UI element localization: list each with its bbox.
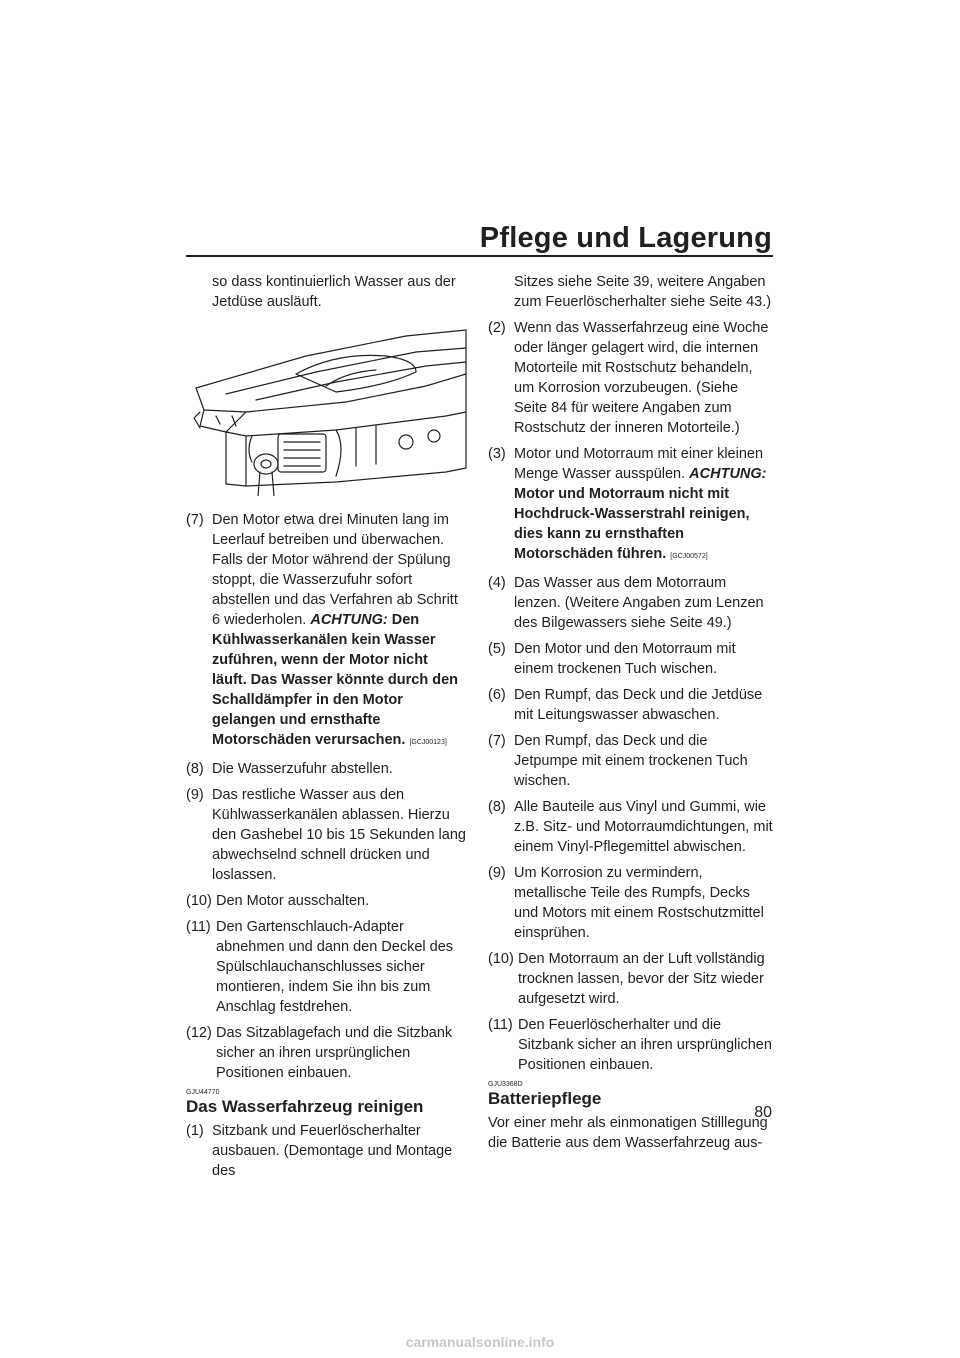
left-step-8: (8) Die Wasserzufuhr abstellen. <box>186 761 393 777</box>
section-code: GJU3368D <box>488 1081 523 1088</box>
warning-label: ACHTUNG: <box>310 612 388 628</box>
intro-text: so dass kontinuierlich Wasser aus der Jetdüse ausläuft. <box>212 274 456 310</box>
right-step-2: (2) Wenn das Wasserfahrzeug eine Woche oder länger gelagert wird, die internen Motorteile mit Rostschutz behandeln, um Korrosion vorzubeugen. (Siehe Seite 84 für weitere Angaben zum Rostschutz der inneren Motorteile.) <box>488 320 769 436</box>
left-step-9: (9) Das restliche Wasser aus den Kühlwasserkanälen ablassen. Hierzu den Gashebel 10 bis 15 Sekunden lang abwechselnd schnell drücken und loslassen. <box>186 787 466 883</box>
header-rule <box>186 255 773 257</box>
right-step-9: (9) Um Korrosion zu vermindern, metallische Teile des Rumpfs, Decks und Motors mit einem Rostschutzmittel einsprühen. <box>488 865 764 941</box>
right-step-7: (7) Den Rumpf, das Deck und die Jetpumpe mit einem trockenen Tuch wischen. <box>488 733 748 789</box>
right-step-8: (8) Alle Bauteile aus Vinyl und Gummi, wie z.B. Sitz- und Motorraumdichtungen, mit einem Vinyl-Pflegemittel abwischen. <box>488 799 773 855</box>
caution-code: [GCJ00123] <box>409 739 447 746</box>
warning-text: Motor und Motorraum nicht mit Hochdruck-Wasserstrahl reinigen, dies kann zu ernsthaften Motorschäden führen. <box>514 486 750 562</box>
left-step-12: (12) Das Sitzablagefach und die Sitzbank sicher an ihren ursprünglichen Positionen einbauen. <box>186 1025 453 1081</box>
battery-text: Vor einer mehr als einmonatigen Stilllegung die Batterie aus dem Wasserfahrzeug aus- <box>488 1115 768 1151</box>
right-step-11: (11) Den Feuerlöscherhalter und die Sitzbank sicher an ihren ursprünglichen Positionen einbauen. <box>488 1017 772 1073</box>
right-step-3: (3) Motor und Motorraum mit einer kleinen Menge Wasser ausspülen. ACHTUNG: Motor und Motorraum nicht mit Hochdruck-Wasserstrahl reinigen, dies kann zu ernsthaften Motorschäden führen. [GCJ00572] <box>488 446 767 562</box>
jetski-stern-illustration <box>186 316 468 496</box>
continuation-text: Sitzes siehe Seite 39, weitere Angaben zum Feuerlöscherhalter siehe Seite 43.) <box>514 274 772 310</box>
caution-code: [GCJ00572] <box>670 553 708 560</box>
left-step-11: (11) Den Gartenschlauch-Adapter abnehmen und dann den Deckel des Spülschlauchanschlusses sicher montieren, indem Sie ihn bis zum Anschlag festdrehen. <box>186 919 454 1015</box>
warning-text: Den Kühlwasserkanälen kein Wasser zuführen, wenn der Motor nicht läuft. Das Wasser könnte durch den Schalldämpfer in den Motor gelangen und ernsthafte Motorschäden verursachen. <box>212 612 459 748</box>
right-step-5: (5) Den Motor und den Motorraum mit einem trockenen Tuch wischen. <box>488 641 736 677</box>
left-column <box>186 272 466 1187</box>
section-heading: Batteriepflege <box>488 1089 602 1108</box>
watermark: carmanualsonline.info <box>405 1334 555 1350</box>
right-step-4: (4) Das Wasser aus dem Motorraum lenzen. (Weitere Angaben zum Lenzen des Bilgewassers siehe Seite 49.) <box>488 575 764 631</box>
right-column <box>488 272 774 1153</box>
section-code: GJU44770 <box>186 1089 220 1096</box>
left-step-7: (7) Den Motor etwa drei Minuten lang im Leerlauf betreiben und überwachen. Falls der Motor während der Spülung stoppt, die Wasserzufuhr sofort abstellen und das Verfahren ab Schritt 6 wiederholen. ACHTUNG: Den Kühlwasserkanälen kein Wasser zuführen, wenn der Motor nicht läuft. Das Wasser könnte durch den Schalldämpfer in den Motor gelangen und ernsthafte Motorschäden verursachen. [GCJ00123] <box>186 512 459 748</box>
clean-step-1: (1) Sitzbank und Feuerlöscherhalter ausbauen. (Demontage und Montage des <box>186 1123 453 1179</box>
page-title: Pflege und Lagerung <box>479 222 772 254</box>
section-heading: Das Wasserfahrzeug reinigen <box>186 1097 424 1116</box>
left-step-10: (10) Den Motor ausschalten. <box>186 893 370 909</box>
right-step-10: (10) Den Motorraum an der Luft vollständig trocknen lassen, bevor der Sitz wieder aufgesetzt wird. <box>488 951 765 1007</box>
right-step-6: (6) Den Rumpf, das Deck und die Jetdüse mit Leitungswasser abwaschen. <box>488 687 763 723</box>
warning-label: ACHTUNG: <box>689 466 767 482</box>
page-number: 80 <box>754 1104 772 1121</box>
